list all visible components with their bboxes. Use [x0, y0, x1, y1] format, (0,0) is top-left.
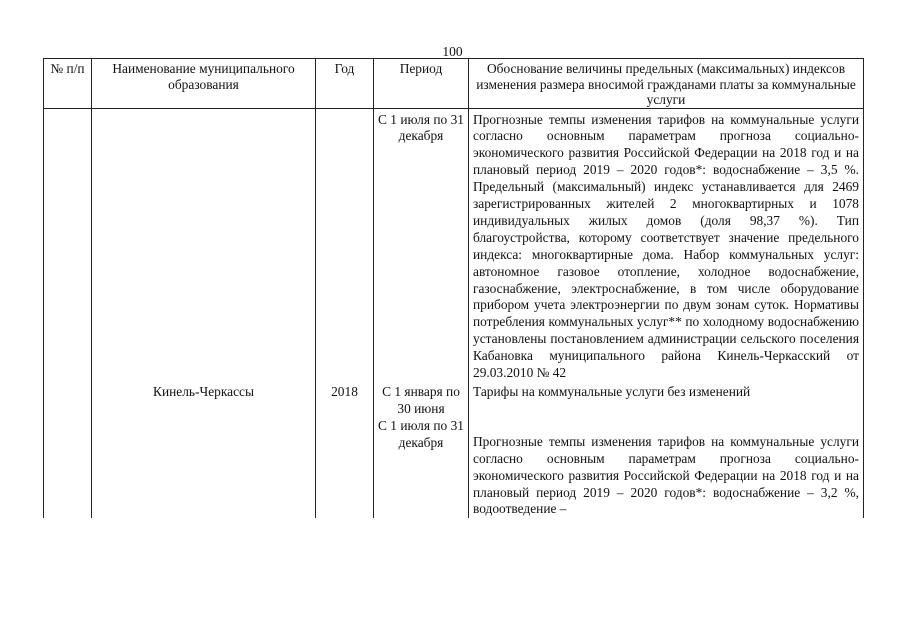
header-name: Наименование муниципального образования	[92, 59, 316, 109]
cell-num	[44, 418, 92, 519]
cell-period: С 1 июля по 31 декабря	[374, 418, 469, 519]
cell-name: Кинель-Черкассы	[92, 382, 316, 418]
cell-year	[316, 418, 374, 519]
cell-period: С 1 июля по 31 декабря	[374, 108, 469, 382]
cell-num	[44, 382, 92, 418]
cell-year: 2018	[316, 382, 374, 418]
cell-justification: Тарифы на коммунальные услуги без изменений	[469, 382, 864, 418]
header-period: Период	[374, 59, 469, 109]
header-year: Год	[316, 59, 374, 109]
table-row	[44, 108, 864, 382]
header-justification: Обоснование величины предельных (максимальных) индексов изменения размера вносимой гражданами платы за коммунальные услуги	[469, 59, 864, 109]
cell-name	[92, 418, 316, 519]
table-row	[44, 382, 864, 418]
indices-table	[43, 58, 864, 518]
page-number: 100	[442, 44, 463, 59]
cell-year	[316, 108, 374, 382]
cell-period: С 1 января по 30 июня	[374, 382, 469, 418]
cell-name	[92, 108, 316, 382]
table-row	[44, 418, 864, 519]
table-body	[44, 108, 864, 518]
cell-justification: Прогнозные темпы изменения тарифов на коммунальные услуги согласно основным параметрам прогноза социально-экономического развития Российской Федерации на 2018 год и на плановый период 2019 – 2020 годов*: водоснабжение – 3,5 %. Предельный (максимальный) индекс устанавливается для 2469 зарегистрированных жителей 2 многоквартирных и 1078 индивидуальных жилых домов (доля 98,37 %). Тип благоустройства, которому соответствует значение предельного индекса: многоквартирные дома. Набор коммунальных услуг: автономное газовое отопление, холодное водоснабжение, газоснабжение, электроснабжение, в том числе оборудование прибором учета электроэнергии по двум зонам суток. Нормативы потребления коммунальных услуг** по холодному водоснабжению установлены постановлением администрации сельского поселения Кабановка муниципального района Кинель-Черкасский от 29.03.2010 № 42	[469, 108, 864, 382]
table-header	[44, 59, 864, 109]
header-row	[44, 59, 864, 109]
header-num: № п/п	[44, 59, 92, 109]
cell-justification: Прогнозные темпы изменения тарифов на коммунальные услуги согласно основным параметрам прогноза социально-экономического развития Российской Федерации на 2018 год и на плановый период 2019 – 2020 годов*: водоснабжение – 3,2 %, водоотведение –	[469, 418, 864, 519]
cell-num	[44, 108, 92, 382]
